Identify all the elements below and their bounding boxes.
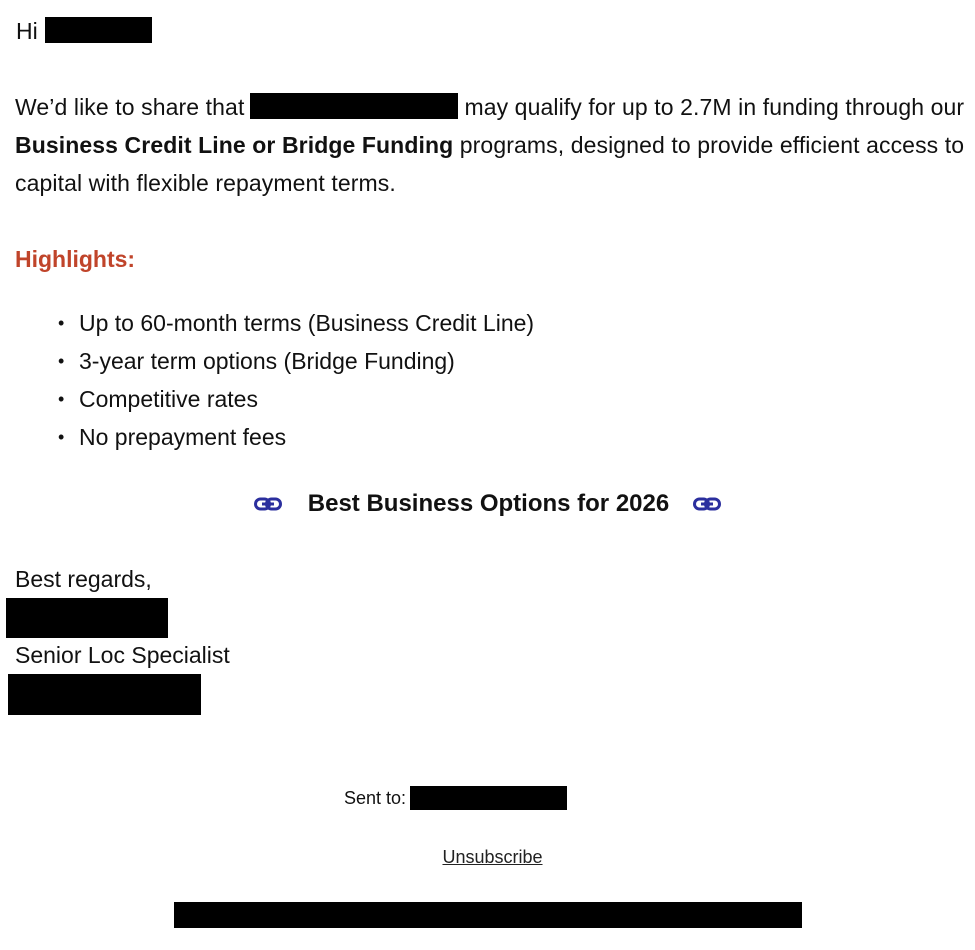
link-icon[interactable] — [693, 496, 721, 512]
list-item-text: Up to 60-month terms (Business Credit Line) — [79, 310, 535, 336]
list-item — [58, 382, 534, 420]
bullet-icon: • — [58, 313, 65, 333]
sender-title: Senior Loc Specialist — [15, 642, 230, 668]
intro-text-1: We’d like to share that — [15, 94, 245, 120]
list-item — [58, 420, 534, 458]
bullet-icon: • — [58, 351, 65, 371]
intro-text-3: programs, designed to provide efficient access to capital with flexible repayment terms. — [15, 132, 965, 196]
redacted-sender-name — [6, 598, 168, 638]
list-item-text: No prepayment fees — [79, 424, 287, 450]
redacted-company-name — [250, 93, 458, 119]
redacted-recipient-email — [410, 786, 567, 810]
intro-text-2: may qualify for up to 2.7M in funding through our — [464, 94, 965, 120]
highlights-list — [58, 306, 534, 458]
greeting-salutation: Hi — [16, 18, 38, 44]
redacted-recipient-name — [45, 17, 152, 43]
bullet-icon: • — [58, 427, 65, 447]
redacted-footer-address — [174, 902, 802, 928]
unsubscribe-link[interactable]: Unsubscribe — [442, 847, 543, 867]
sent-to-label: Sent to: — [344, 788, 407, 808]
link-icon[interactable] — [254, 496, 282, 512]
intro-paragraph — [15, 88, 965, 202]
highlights-heading: Highlights: — [15, 246, 136, 272]
best-business-options-link[interactable]: Best Business Options for 2026 — [307, 490, 670, 517]
list-item-text: 3-year term options (Bridge Funding) — [79, 348, 455, 374]
redacted-sender-company — [8, 674, 201, 715]
unsubscribe-row — [0, 845, 975, 869]
list-item — [58, 306, 534, 344]
bullet-icon: • — [58, 389, 65, 409]
intro-programs-bold: Business Credit Line or Bridge Funding — [15, 132, 454, 158]
greeting-line — [16, 16, 38, 46]
cta-row — [0, 486, 975, 522]
list-item-text: Competitive rates — [79, 386, 258, 412]
closing-line: Best regards, — [15, 566, 152, 592]
list-item — [58, 344, 534, 382]
